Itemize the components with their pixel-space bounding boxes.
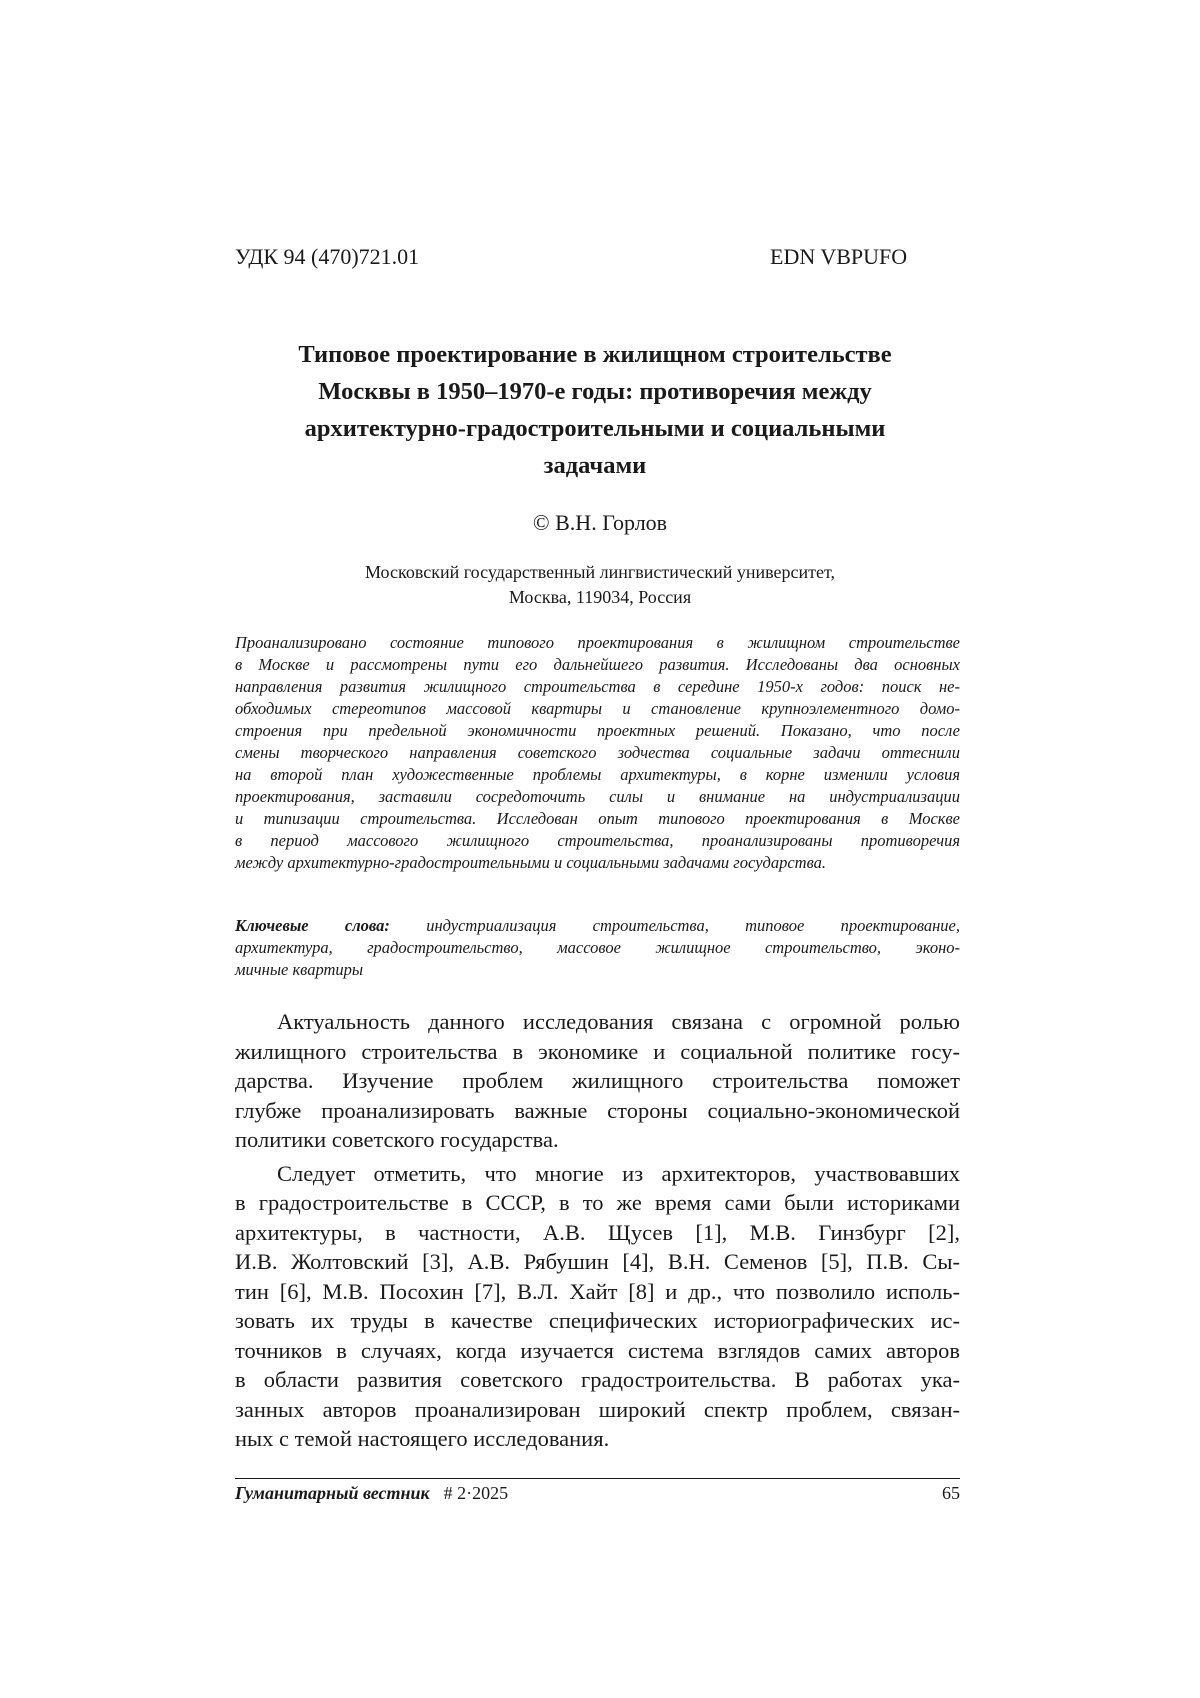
body-paragraph xyxy=(235,1007,960,1155)
article-title xyxy=(230,336,960,484)
affiliation-line: Москва, 119034, Россия xyxy=(508,587,692,607)
article-body xyxy=(235,1007,960,1454)
abstract xyxy=(235,632,960,874)
body-line: глубже проанализировать важные стороны социально-экономической xyxy=(235,1097,960,1123)
body-line: в градостроительстве в СССР, в то же время сами были историками xyxy=(235,1190,960,1215)
page-number: 65 xyxy=(942,1483,960,1503)
body-line: дарства. Изучение проблем жилищного строительства поможет xyxy=(235,1068,960,1093)
abstract-line: проектирования, заставили сосредоточить силы и внимание на индустриализации xyxy=(235,787,960,806)
abstract-line: смены творческого направления советского зодчества социальные задачи оттеснили xyxy=(235,743,960,762)
body-line: жилищного строительства в экономике и социальной политике госу- xyxy=(235,1038,960,1064)
abstract-line: в Москве и рассмотрены пути его дальнейшего развития. Исследованы два основных xyxy=(235,655,960,674)
body-line: в области развития советского градостроительства. В работах ука- xyxy=(235,1367,960,1392)
body-line: И.В. Жолтовский [3], А.В. Рябушин [4], В.Н. Семенов [5], П.В. Сы- xyxy=(235,1249,960,1274)
body-line: ных с темой настоящего исследования. xyxy=(235,1426,610,1451)
title-line: задачами xyxy=(543,452,647,479)
body-line: Следует отметить, что многие из архитекторов, участвовавших xyxy=(277,1160,960,1186)
edn-code: EDN VBPUFO xyxy=(770,244,908,269)
body-line: Актуальность данного исследования связана с огромной ролью xyxy=(277,1009,960,1034)
abstract-line: направления развития жилищного строительства в середине 1950-х годов: поиск не- xyxy=(235,677,960,696)
abstract-line: между архитектурно-градостроительными и социальными задачами государства. xyxy=(235,853,826,872)
abstract-line: обходимых стереотипов массовой квартиры и становление крупноэлементного домо- xyxy=(235,699,960,718)
abstract-line: в период массового жилищного строительства, проанализированы противоречия xyxy=(235,831,960,850)
udc-code: УДК 94 (470)721.01 xyxy=(235,244,420,269)
abstract-line: строения при предельной экономичности проектных решений. Показано, что после xyxy=(235,721,960,740)
title-line: Москвы в 1950–1970-е годы: противоречия между xyxy=(318,378,872,405)
keywords-text: индустриализация строительства, типовое проектирование, xyxy=(426,916,960,935)
page-footer xyxy=(235,1483,960,1504)
affiliation xyxy=(0,560,1200,610)
keywords xyxy=(235,915,960,981)
footer-divider xyxy=(235,1478,960,1479)
keywords-line: архитектура, градостроительство, массовое жилищное строительство, эконо- xyxy=(235,938,960,957)
keywords-line xyxy=(235,915,960,937)
issue-number: # 2·2025 xyxy=(443,1483,509,1503)
keywords-label: Ключевые слова: xyxy=(235,916,390,935)
author-name: © В.Н. Горлов xyxy=(532,510,668,535)
abstract-line: Проанализировано состояние типового проектирования в жилищном строительстве xyxy=(235,633,960,652)
body-line: точников в случаях, когда изучается система взглядов самих авторов xyxy=(235,1337,960,1363)
body-line: зовать их труды в качестве специфических историографических ис- xyxy=(235,1308,960,1333)
journal-name: Гуманитарный вестник xyxy=(235,1483,430,1503)
body-line: политики советского государства. xyxy=(235,1127,559,1152)
title-line: Типовое проектирование в жилищном строительстве xyxy=(298,341,892,368)
affiliation-line: Московский государственный лингвистический университет, xyxy=(365,562,835,582)
title-line: архитектурно-градостроительными и социальными xyxy=(304,415,886,442)
body-paragraph xyxy=(235,1159,960,1454)
keywords-line: мичные квартиры xyxy=(235,960,364,979)
body-line: занных авторов проанализирован широкий спектр проблем, связан- xyxy=(235,1396,960,1422)
abstract-line: на второй план художественные проблемы архитектуры, в корне изменили условия xyxy=(235,765,960,784)
body-line: архитектуры, в частности, А.В. Щусев [1], М.В. Гинзбург [2], xyxy=(235,1219,960,1245)
abstract-line: и типизации строительства. Исследован опыт типового проектирования в Москве xyxy=(235,809,960,828)
body-line: тин [6], М.В. Посохин [7], В.Л. Хайт [8] и др., что позволило исполь- xyxy=(235,1278,960,1304)
